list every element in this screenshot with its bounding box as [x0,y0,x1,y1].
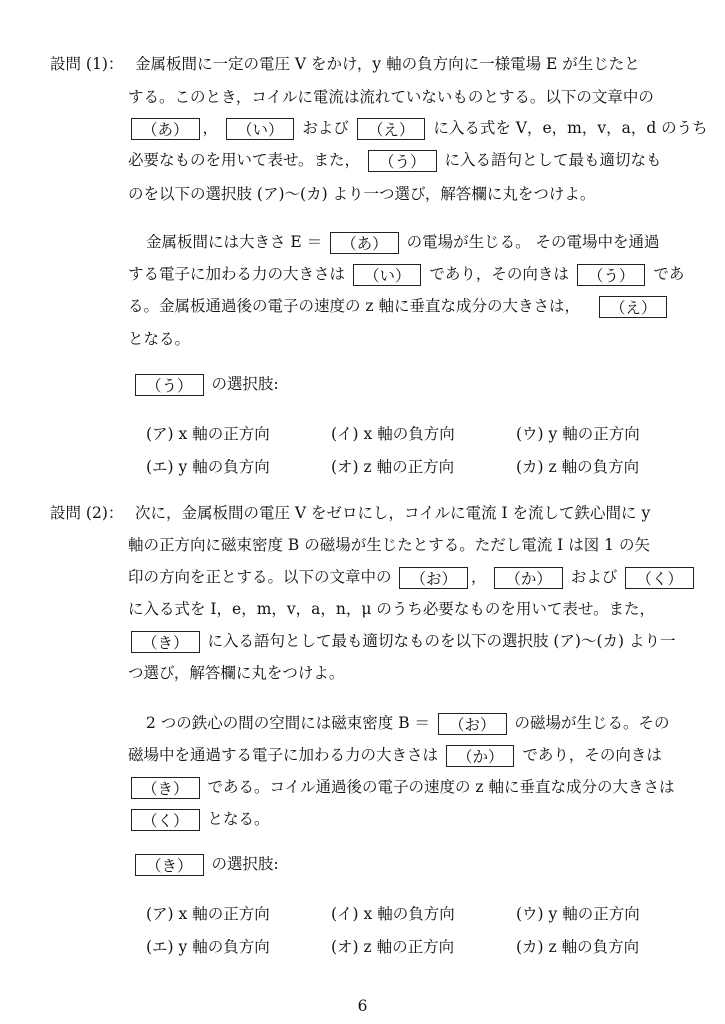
blank-ki[interactable]: （き） [131,631,200,653]
choice-label: の選択肢: [211,375,279,393]
q2-body-l4: となる。 [207,810,270,828]
q1-intro-line2: する。このとき，コイルに電流は流れていないものとする。以下の文章中の [128,88,654,106]
q2-choice-ka[interactable]: (カ) z 軸の負方向 [516,938,640,956]
q1-body-line3 [128,294,670,318]
q1-body-l3-head: る。金属板通過後の電子の速度の z 軸に垂直な成分の大きさは， [128,297,581,315]
q2-intro-line3-head: 印の方向を正とする。以下の文章中の [128,568,392,586]
blank-ku-inline[interactable]: （く） [131,809,200,831]
blank-ki-choice[interactable]: （き） [135,854,204,876]
blank-e-inline[interactable]: （え） [599,296,668,318]
q2-body-l3-tail: である。コイル通過後の電子の速度の z 軸に垂直な成分の大きさは [207,778,675,796]
q1-intro-line4 [128,148,661,172]
separator: ， [470,568,487,586]
q2-intro-line4: に入る式を I，e，m，v，a，n，μ のうち必要なものを用いて表せ。また， [128,600,655,618]
q2-intro-line5-tail: に入る語句として最も適切なものを以下の選択肢 (ア)〜(カ) より一 [207,632,676,650]
q2-body-l1-head: 2 つの鉄心の間の空間には磁束密度 B ＝ [146,714,431,732]
q2-intro-line1: 次に，金属板間の電圧 V をゼロにし，コイルに電流 I を流して鉄心間に y [135,504,651,522]
blank-o-inline[interactable]: （お） [438,713,507,735]
q2-intro-line6: つ選び，解答欄に丸をつけよ。 [128,664,345,682]
q1-label: 設問 (1)： [50,55,124,73]
q1-body-line4: となる。 [128,330,191,348]
q1-intro-line5: のを以下の選択肢 (ア)〜(カ) より一つ選び，解答欄に丸をつけよ。 [128,185,596,203]
q2-body-l1-mid: の磁場が生じる。その [514,714,670,732]
and-text: および [570,568,618,586]
q1-body-line1 [146,230,660,254]
blank-u-inline[interactable]: （う） [577,264,646,286]
q1-body-l2-mid: であり，その向きは [429,265,569,283]
q1-choice-ka[interactable]: (カ) z 軸の負方向 [516,458,640,476]
blank-ki-inline[interactable]: （き） [131,777,200,799]
q1-intro-line3 [128,116,708,140]
q2-body-line2 [128,743,662,767]
q1-body-line2 [128,262,684,286]
q2-choice-o[interactable]: (オ) z 軸の正方向 [331,938,455,956]
blank-o[interactable]: （お） [399,567,468,589]
page-number: 6 [357,997,368,1015]
q1-body-l1-head: 金属板間には大きさ E ＝ [146,233,323,251]
q1-intro-line3-tail: に入る式を V，e，m，v，a，d のうち [433,119,708,137]
q2-choice-u[interactable]: (ウ) y 軸の正方向 [516,905,640,923]
q1-body-l1-mid: の電場が生じる。 その電場中を通過 [406,233,660,251]
q2-body-line4 [128,807,269,831]
blank-i-inline[interactable]: （い） [353,264,422,286]
blank-ku[interactable]: （く） [625,567,694,589]
q1-choice-u[interactable]: (ウ) y 軸の正方向 [516,425,640,443]
q2-body-l2-head: 磁場中を通過する電子に加わる力の大きさは [128,746,439,764]
q1-body-l2-head: する電子に加わる力の大きさは [128,265,346,283]
blank-a[interactable]: （あ） [131,118,200,140]
blank-a-inline[interactable]: （あ） [330,232,399,254]
blank-ka-inline[interactable]: （か） [446,745,515,767]
q2-label: 設問 (2)： [50,504,124,522]
blank-u[interactable]: （う） [368,150,437,172]
blank-u-choice[interactable]: （う） [135,374,204,396]
q2-body-l2-tail: であり，その向きは [522,746,662,764]
choice-label: の選択肢: [211,855,279,873]
q1-body-l2-tail: であ [653,265,685,283]
q1-choice-i[interactable]: (イ) x 軸の負方向 [331,425,455,443]
q2-choice-i[interactable]: (イ) x 軸の負方向 [331,905,455,923]
q1-choice-a[interactable]: (ア) x 軸の正方向 [146,425,270,443]
q1-intro-line1: 金属板間に一定の電圧 V をかけ，y 軸の負方向に一様電場 E が生じたと [135,55,640,73]
q2-choice-header [132,852,279,876]
q2-choice-a[interactable]: (ア) x 軸の正方向 [146,905,270,923]
and-text: および [302,119,349,137]
q1-choice-o[interactable]: (オ) z 軸の正方向 [331,458,455,476]
q1-intro-line4-tail: に入る語句として最も適切なも [444,151,662,169]
q1-intro-line4-head: 必要なものを用いて表せ。また， [128,151,361,169]
q2-intro-line3 [128,565,697,589]
blank-e[interactable]: （え） [357,118,426,140]
q2-body-line1 [146,711,669,735]
q2-choice-e[interactable]: (エ) y 軸の負方向 [146,938,270,956]
blank-i[interactable]: （い） [226,118,295,140]
q1-choice-header [132,372,279,396]
q2-body-line3 [128,775,675,799]
q1-choice-e[interactable]: (エ) y 軸の負方向 [146,458,270,476]
q2-intro-line5 [128,629,676,653]
blank-ka[interactable]: （か） [494,567,563,589]
separator: ， [202,119,219,137]
q2-intro-line2: 軸の正方向に磁束密度 B の磁場が生じたとする。ただし電流 I は図 1 の矢 [128,536,650,554]
